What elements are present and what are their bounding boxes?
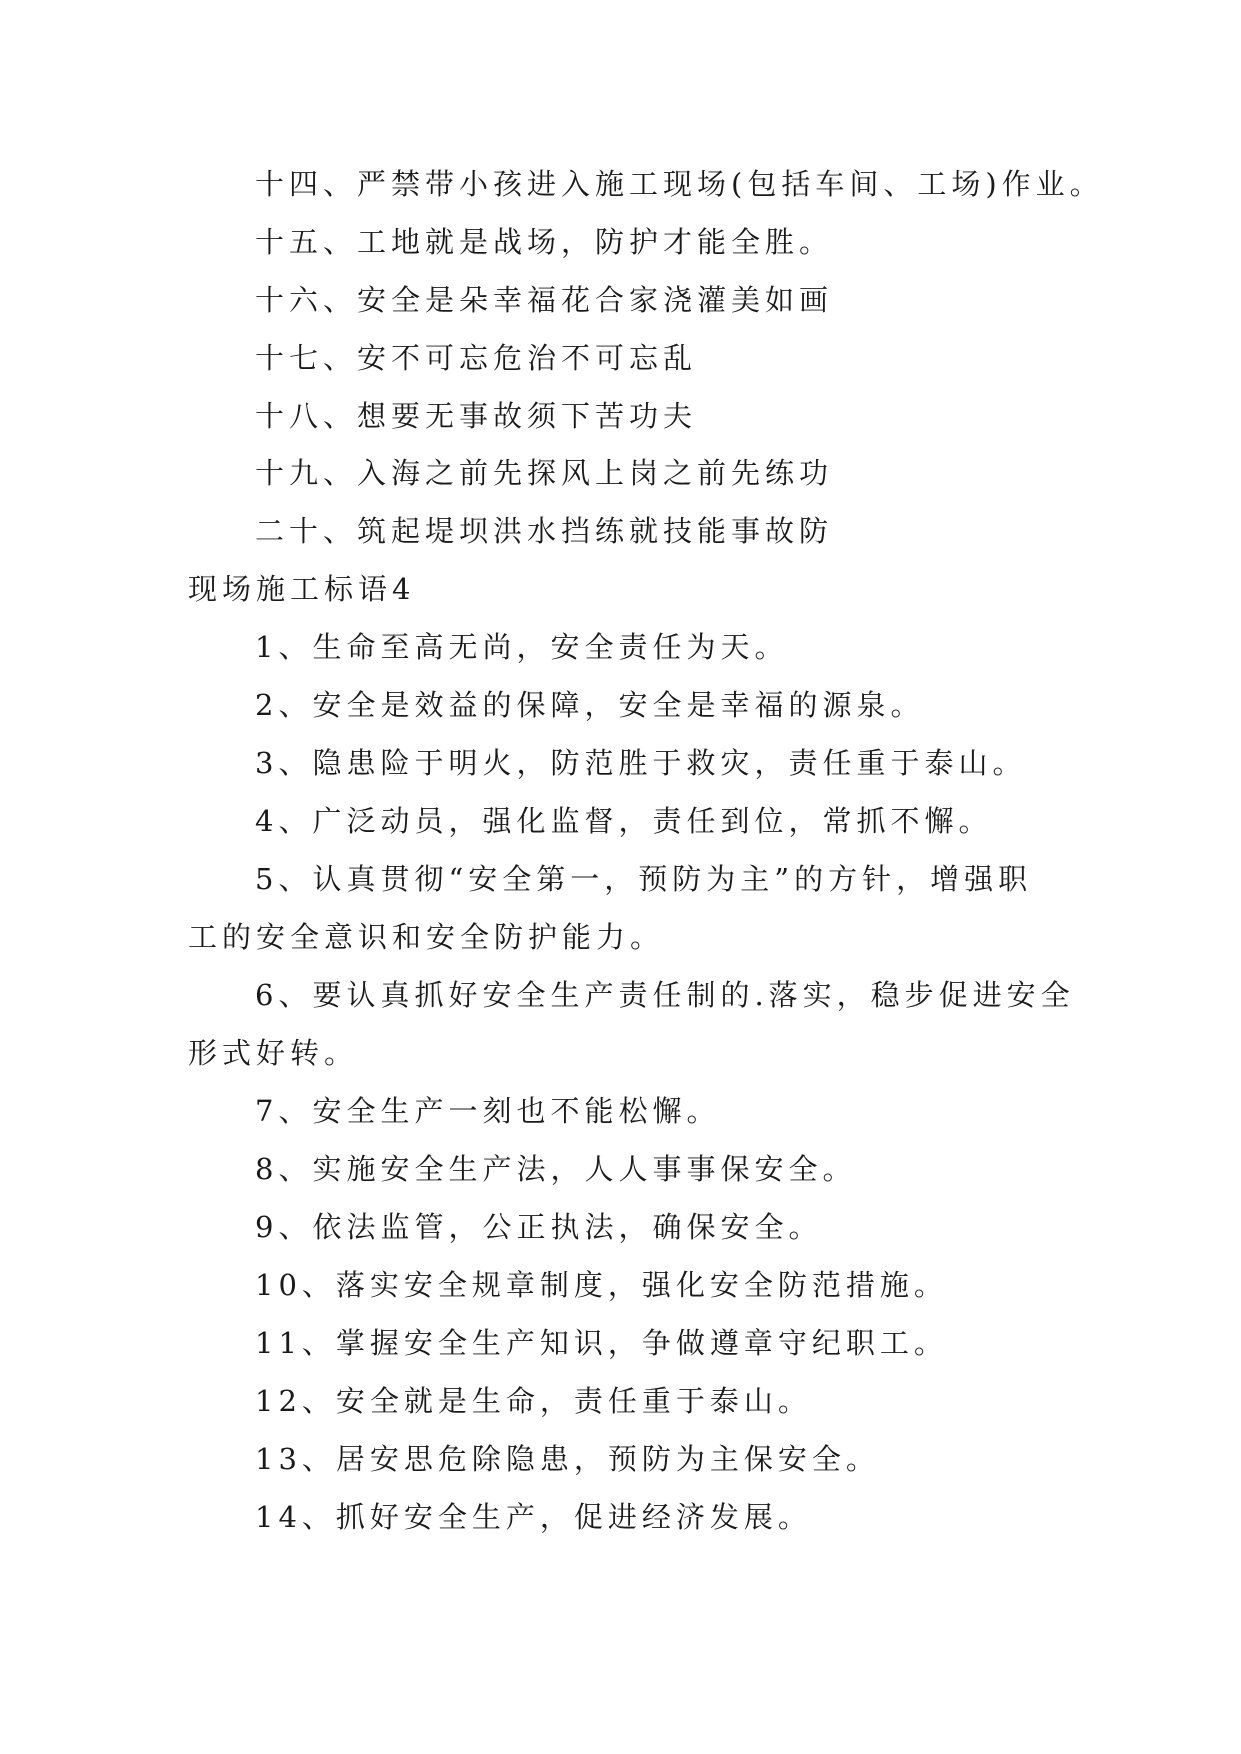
list-item: 4、广泛动员，强化监督，责任到位，常抓不懈。 [255,804,993,838]
slogan-line: 十九、入海之前先探风上岗之前先练功 [255,456,834,490]
slogan-line: 十五、工地就是战场，防护才能全胜。 [255,225,834,259]
list-item: 2、安全是效益的保障，安全是幸福的源泉。 [255,688,925,722]
slogan-line: 二十、筑起堤坝洪水挡练就技能事故防 [255,514,834,548]
list-item-continuation: 形式好转。 [188,1036,359,1070]
list-item: 13、居安思危除隐患，预防为主保安全。 [255,1442,880,1476]
list-item: 8、实施安全生产法，人人事事保安全。 [255,1152,857,1186]
slogan-line: 十七、安不可忘危治不可忘乱 [255,341,698,375]
list-item: 12、安全就是生命，责任重于泰山。 [255,1384,812,1418]
list-item: 3、隐患险于明火，防范胜于救灾，责任重于泰山。 [255,746,1027,780]
list-item-continuation: 工的安全意识和安全防护能力。 [188,920,665,954]
slogan-line: 十四、严禁带小孩进入施工现场(包括车间、工场)作业。 [255,167,1104,201]
list-item: 7、安全生产一刻也不能松懈。 [255,1094,721,1128]
list-item: 10、落实安全规章制度，强化安全防范措施。 [255,1268,948,1302]
list-item: 11、掌握安全生产知识，争做遵章守纪职工。 [255,1326,948,1360]
section-title: 现场施工标语4 [188,572,416,606]
list-item: 6、要认真抓好安全生产责任制的.落实，稳步促进安全 [255,978,1075,1012]
slogan-line: 十六、安全是朵幸福花合家浇灌美如画 [255,283,834,317]
list-item: 9、依法监管，公正执法，确保安全。 [255,1210,823,1244]
slogan-line: 十八、想要无事故须下苦功夫 [255,399,698,433]
list-item: 14、抓好安全生产，促进经济发展。 [255,1500,812,1534]
list-item: 1、生命至高无尚，安全责任为天。 [255,630,789,664]
list-item: 5、认真贯彻“安全第一，预防为主”的方针，增强职 [255,862,1033,896]
